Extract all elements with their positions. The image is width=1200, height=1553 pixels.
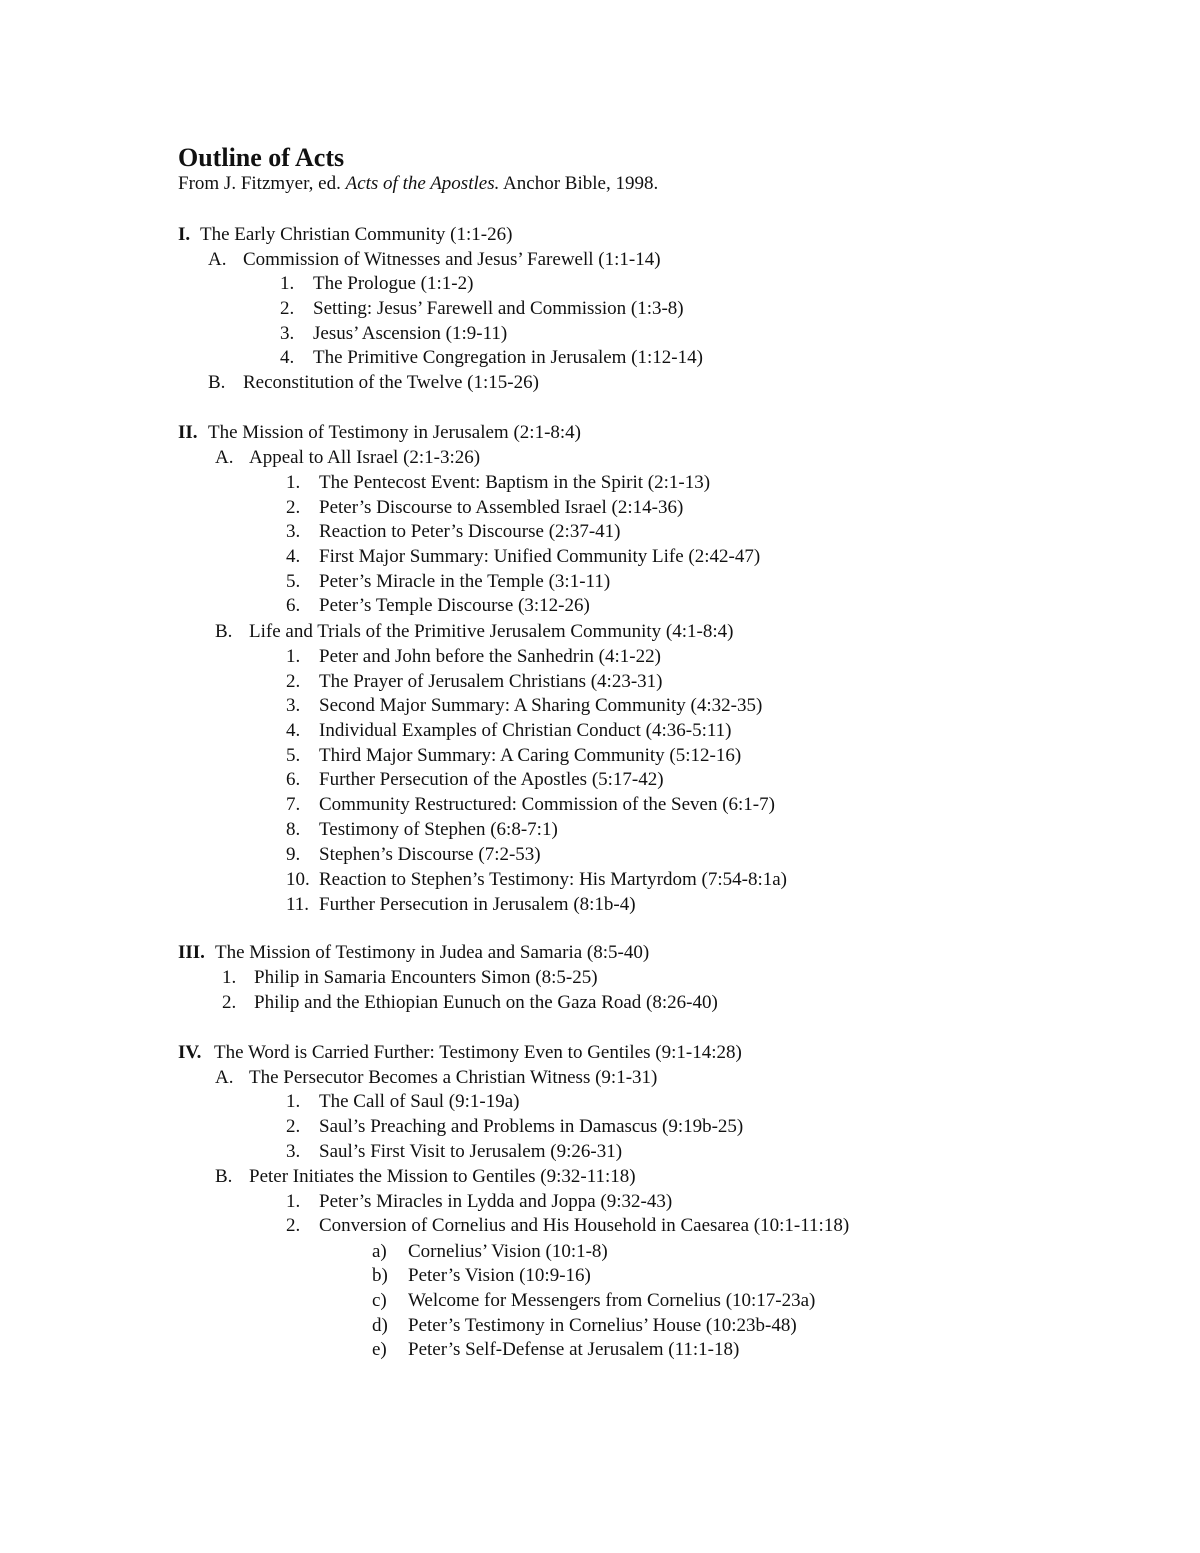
outline-marker: d) bbox=[372, 1315, 388, 1336]
outline-marker: c) bbox=[372, 1290, 387, 1311]
outline-marker: 3. bbox=[286, 695, 301, 716]
outline-marker: A. bbox=[215, 1067, 234, 1088]
outline-text: Peter’s Self-Defense at Jerusalem (11:1-18) bbox=[408, 1339, 740, 1360]
outline-marker: 2. bbox=[286, 1215, 301, 1236]
outline-text: Peter Initiates the Mission to Gentiles (9:32-11:18) bbox=[249, 1166, 636, 1187]
outline-marker: 2. bbox=[286, 1116, 301, 1137]
outline-marker: 3. bbox=[286, 521, 301, 542]
outline-marker: IV. bbox=[178, 1042, 202, 1063]
outline-text: Community Restructured: Commission of the Seven (6:1-7) bbox=[319, 794, 775, 815]
outline-marker: B. bbox=[215, 621, 233, 642]
source-book-title: Acts of the Apostles. bbox=[345, 173, 500, 194]
outline-marker: 10. bbox=[286, 869, 310, 890]
outline-text: Philip in Samaria Encounters Simon (8:5-25) bbox=[254, 967, 598, 988]
source-suffix: Anchor Bible, 1998. bbox=[499, 173, 659, 194]
outline-marker: 5. bbox=[286, 745, 301, 766]
outline-text: First Major Summary: Unified Community Life (2:42-47) bbox=[319, 546, 761, 567]
source-prefix: From J. Fitzmyer, ed. bbox=[178, 173, 346, 194]
outline-text: Individual Examples of Christian Conduct (4:36-5:11) bbox=[319, 720, 732, 741]
source-citation bbox=[178, 172, 658, 196]
outline-text: Further Persecution of the Apostles (5:17-42) bbox=[319, 769, 664, 790]
outline-marker: 11. bbox=[286, 894, 310, 915]
outline-text: Peter’s Temple Discourse (3:12-26) bbox=[319, 595, 590, 616]
outline-text: Conversion of Cornelius and His Household in Caesarea (10:1-11:18) bbox=[319, 1215, 850, 1236]
outline-text: Cornelius’ Vision (10:1-8) bbox=[408, 1241, 608, 1262]
outline-marker: b) bbox=[372, 1265, 388, 1286]
outline-marker: II. bbox=[178, 422, 198, 443]
outline-text: Welcome for Messengers from Cornelius (10:17-23a) bbox=[408, 1290, 816, 1311]
outline-text: Peter’s Miracle in the Temple (3:1-11) bbox=[319, 571, 611, 592]
outline-text: Setting: Jesus’ Farewell and Commission (1:3-8) bbox=[313, 298, 684, 319]
outline-text: Third Major Summary: A Caring Community (5:12-16) bbox=[319, 745, 742, 766]
outline-text: Further Persecution in Jerusalem (8:1b-4) bbox=[319, 894, 636, 915]
outline-text: The Mission of Testimony in Judea and Samaria (8:5-40) bbox=[215, 942, 650, 963]
outline-marker: 5. bbox=[286, 571, 301, 592]
outline-text: The Early Christian Community (1:1-26) bbox=[200, 224, 513, 245]
outline-text: Peter’s Miracles in Lydda and Joppa (9:32-43) bbox=[319, 1191, 673, 1212]
outline-marker: III. bbox=[178, 942, 205, 963]
outline-marker: 8. bbox=[286, 819, 301, 840]
outline-marker: 1. bbox=[286, 1191, 301, 1212]
outline-text: Testimony of Stephen (6:8-7:1) bbox=[319, 819, 558, 840]
outline-marker: 6. bbox=[286, 595, 301, 616]
outline-text: The Prologue (1:1-2) bbox=[313, 273, 474, 294]
outline-marker: B. bbox=[215, 1166, 233, 1187]
outline-marker: 9. bbox=[286, 844, 301, 865]
outline-marker: 4. bbox=[286, 546, 301, 567]
outline-text: The Persecutor Becomes a Christian Witness (9:1-31) bbox=[249, 1067, 658, 1088]
outline-marker: A. bbox=[215, 447, 234, 468]
outline-text: Second Major Summary: A Sharing Community (4:32-35) bbox=[319, 695, 763, 716]
outline-marker: 1. bbox=[286, 646, 301, 667]
outline-text: The Mission of Testimony in Jerusalem (2:1-8:4) bbox=[208, 422, 581, 443]
outline-text: The Pentecost Event: Baptism in the Spirit (2:1-13) bbox=[319, 472, 711, 493]
page-title: Outline of Acts bbox=[178, 143, 345, 172]
outline-text: Peter and John before the Sanhedrin (4:1-22) bbox=[319, 646, 661, 667]
outline-marker: 7. bbox=[286, 794, 301, 815]
outline-marker: I. bbox=[178, 224, 191, 245]
outline-marker: 4. bbox=[286, 720, 301, 741]
outline-marker: 2. bbox=[280, 298, 295, 319]
outline-marker: 1. bbox=[222, 967, 237, 988]
outline-text: Jesus’ Ascension (1:9-11) bbox=[313, 323, 508, 344]
outline-marker: B. bbox=[208, 372, 226, 393]
outline-text: Reaction to Peter’s Discourse (2:37-41) bbox=[319, 521, 621, 542]
outline-text: The Prayer of Jerusalem Christians (4:23-31) bbox=[319, 671, 663, 692]
outline-marker: a) bbox=[372, 1241, 387, 1262]
outline-marker: 4. bbox=[280, 347, 295, 368]
outline-marker: 2. bbox=[222, 992, 237, 1013]
outline-text: Appeal to All Israel (2:1-3:26) bbox=[249, 447, 481, 468]
outline-marker: 3. bbox=[280, 323, 295, 344]
outline-text: Peter’s Discourse to Assembled Israel (2:14-36) bbox=[319, 497, 684, 518]
outline-text: Stephen’s Discourse (7:2-53) bbox=[319, 844, 541, 865]
outline-marker: 1. bbox=[286, 472, 301, 493]
outline-marker: 3. bbox=[286, 1141, 301, 1162]
outline-text: The Primitive Congregation in Jerusalem (1:12-14) bbox=[313, 347, 703, 368]
outline-text: Saul’s First Visit to Jerusalem (9:26-31) bbox=[319, 1141, 623, 1162]
outline-marker: 2. bbox=[286, 497, 301, 518]
outline-text: Commission of Witnesses and Jesus’ Farewell (1:1-14) bbox=[243, 249, 661, 270]
outline-text: Peter’s Testimony in Cornelius’ House (10:23b-48) bbox=[408, 1315, 797, 1336]
outline-text: The Word is Carried Further: Testimony Even to Gentiles (9:1-14:28) bbox=[214, 1042, 742, 1063]
outline-text: Saul’s Preaching and Problems in Damascus (9:19b-25) bbox=[319, 1116, 744, 1137]
outline-marker: 1. bbox=[280, 273, 295, 294]
outline-marker: A. bbox=[208, 249, 227, 270]
outline-marker: 6. bbox=[286, 769, 301, 790]
outline-text: Life and Trials of the Primitive Jerusalem Community (4:1-8:4) bbox=[249, 621, 734, 642]
outline-text: The Call of Saul (9:1-19a) bbox=[319, 1091, 520, 1112]
outline-marker: e) bbox=[372, 1339, 387, 1360]
outline-text: Peter’s Vision (10:9-16) bbox=[408, 1265, 591, 1286]
outline-marker: 1. bbox=[286, 1091, 301, 1112]
outline-text: Reaction to Stephen’s Testimony: His Martyrdom (7:54-8:1a) bbox=[319, 869, 787, 890]
outline-marker: 2. bbox=[286, 671, 301, 692]
outline-text: Reconstitution of the Twelve (1:15-26) bbox=[243, 372, 539, 393]
outline-text: Philip and the Ethiopian Eunuch on the Gaza Road (8:26-40) bbox=[254, 992, 718, 1013]
